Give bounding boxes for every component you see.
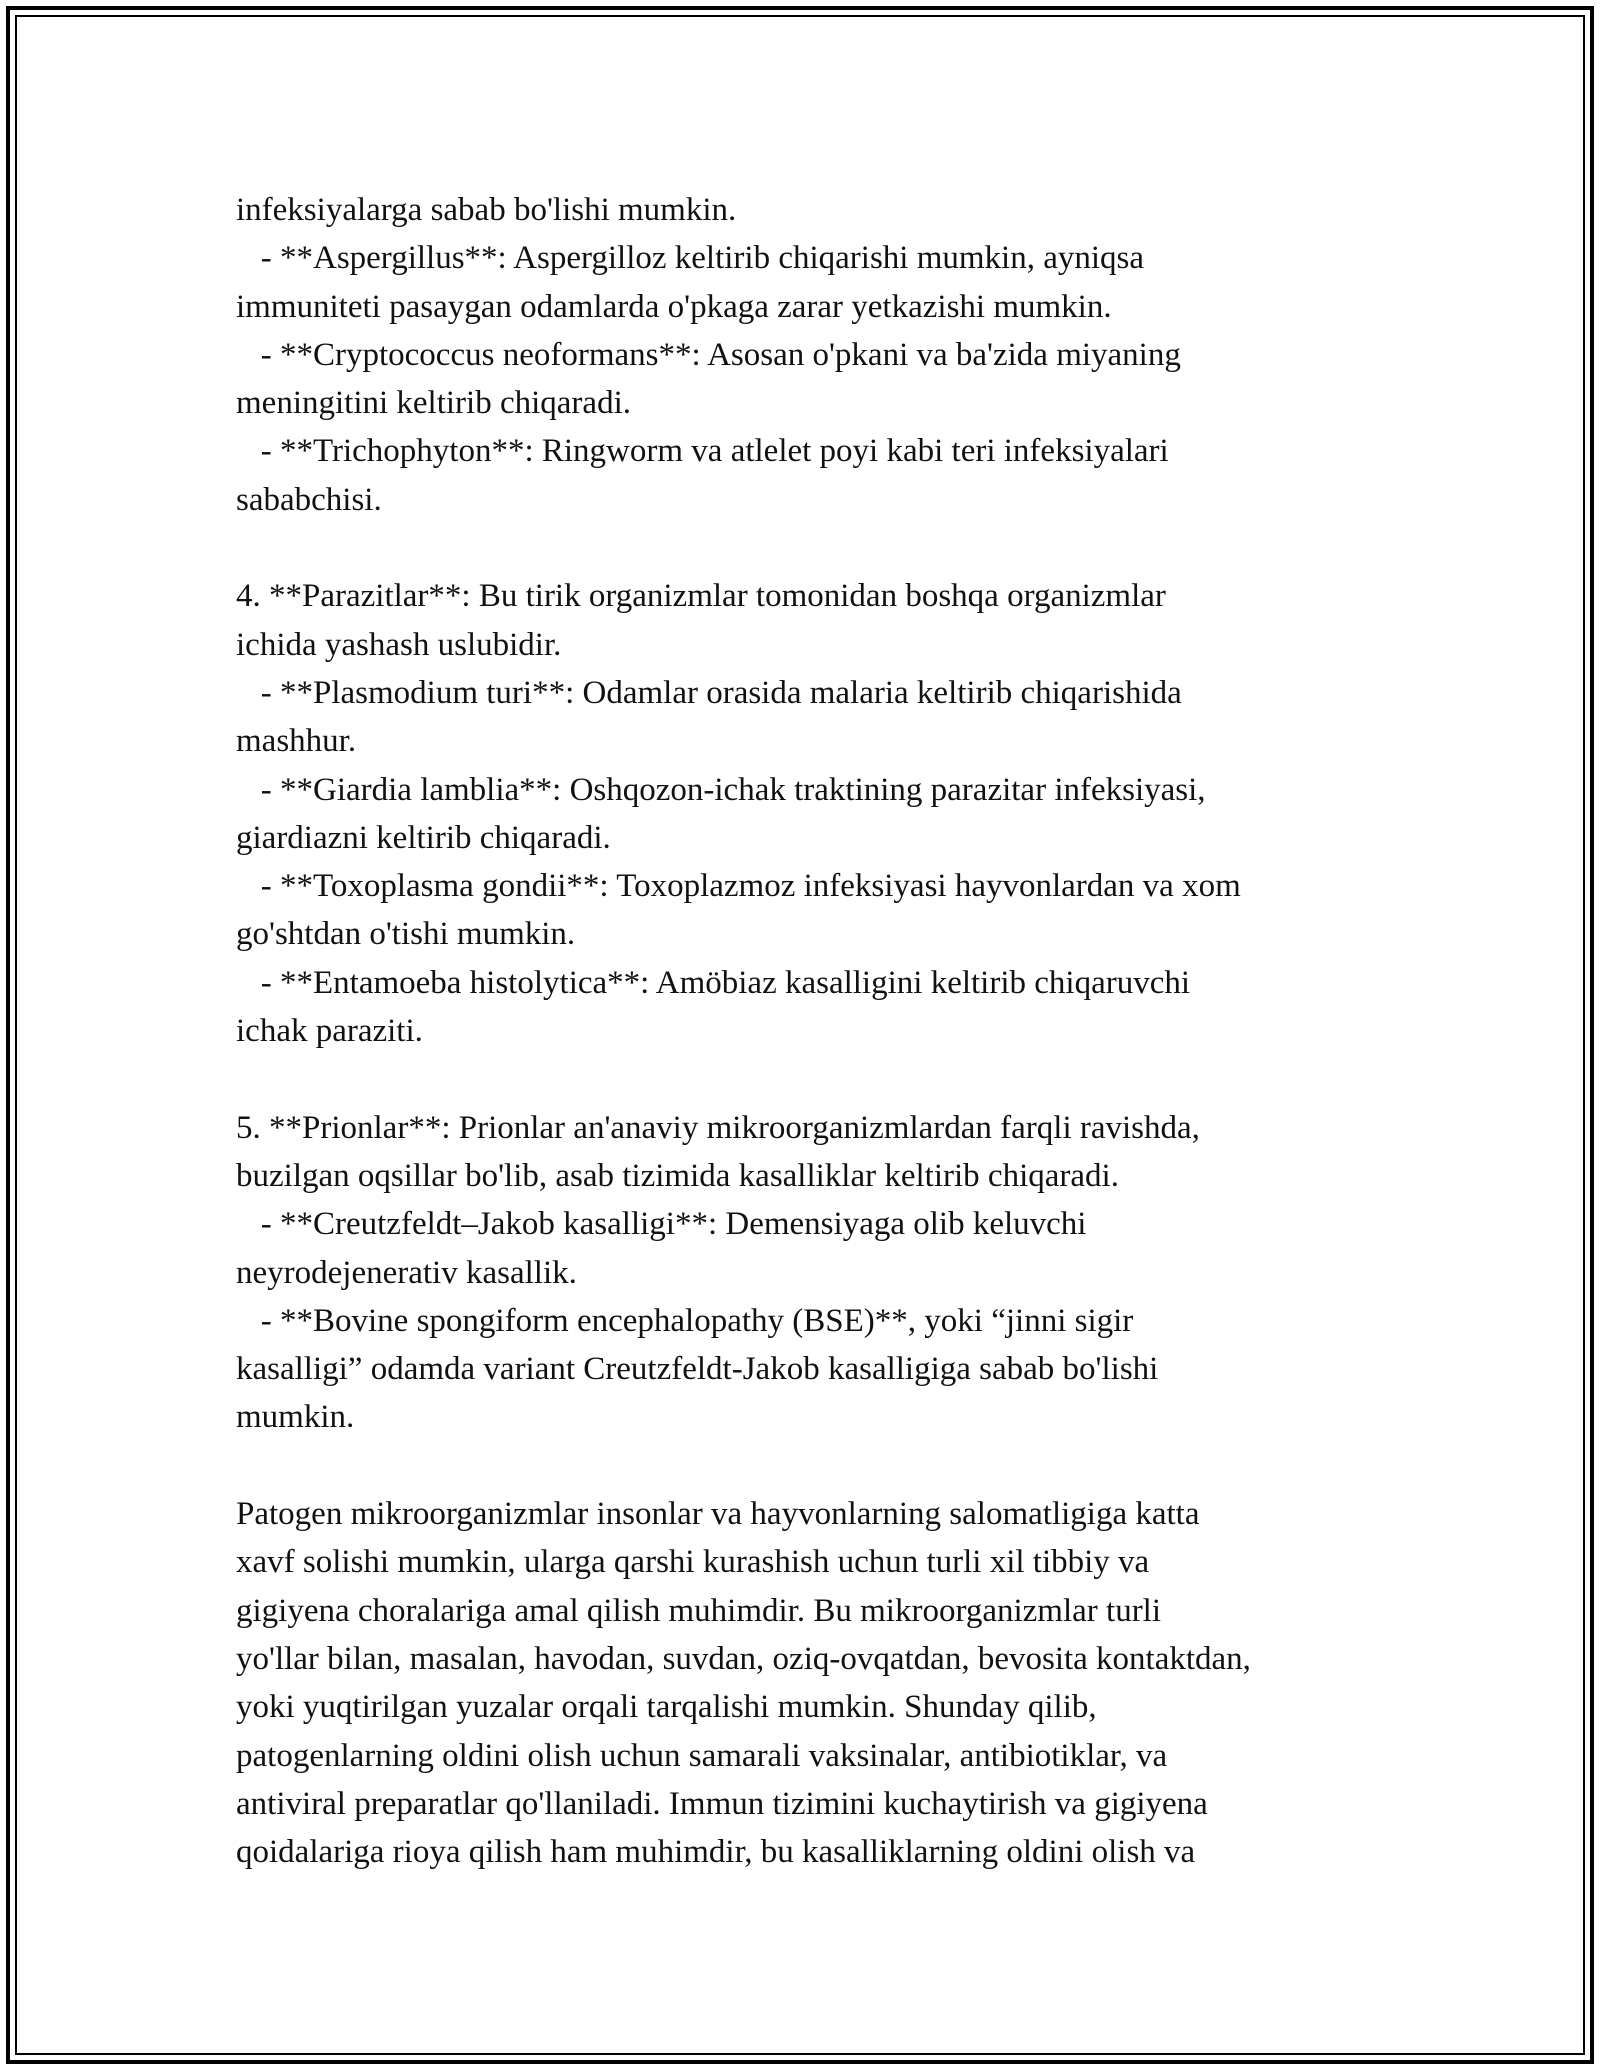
text-line: - **Aspergillus**: Aspergilloz keltirib chiqarishi mumkin, ayniqsa [236, 240, 1145, 277]
text-line: sababchisi. [236, 481, 382, 518]
blank-line [236, 1055, 1396, 1103]
text-line: - **Giardia lamblia**: Oshqozon-ichak traktining parazitar infeksiyasi, [236, 771, 1206, 808]
text-line: - **Entamoeba histolytica**: Amöbiaz kasalligini keltirib chiqaruvchi [236, 964, 1191, 1001]
text-line: yo'llar bilan, masalan, havodan, suvdan, oziq-ovqatdan, bevosita kontaktdan, [236, 1640, 1251, 1677]
text-line: neyrodejenerativ kasallik. [236, 1254, 577, 1291]
text-line: infeksiyalarga sabab bo'lishi mumkin. [236, 192, 737, 228]
text-line: immuniteti pasaygan odamlarda o'pkaga zarar yetkazishi mumkin. [236, 288, 1112, 325]
text-line: qoidalariga rioya qilish ham muhimdir, bu kasalliklarning oldini olish va [236, 1834, 1196, 1871]
text-line: kasalligi” odamda variant Creutzfeldt-Jakob kasalligiga sabab bo'lishi [236, 1351, 1159, 1388]
document-body [236, 186, 1396, 1876]
text-line: - **Bovine spongiform encephalopathy (BSE)**, yoki “jinni sigir [236, 1302, 1134, 1339]
text-line: xavf solishi mumkin, ularga qarshi kurashish uchun turli xil tibbiy va [236, 1544, 1150, 1581]
blank-line [236, 1442, 1396, 1490]
text-line: 4. **Parazitlar**: Bu tirik organizmlar tomonidan boshqa organizmlar [236, 578, 1166, 615]
text-line: 5. **Prionlar**: Prionlar an'anaviy mikroorganizmlardan farqli ravishda, [236, 1109, 1200, 1146]
text-line: Patogen mikroorganizmlar insonlar va hayvonlarning salomatligiga katta [236, 1496, 1200, 1533]
text-line: ichida yashash uslubidir. [236, 626, 562, 663]
text-line: antiviral preparatlar qo'llaniladi. Immun tizimini kuchaytirish va gigiyena [236, 1785, 1208, 1822]
text-line: go'shtdan o'tishi mumkin. [236, 916, 576, 953]
text-line: - **Cryptococcus neoformans**: Asosan o'pkani va ba'zida miyaning [236, 336, 1181, 373]
text-line: mumkin. [236, 1399, 355, 1436]
text-line: patogenlarning oldini olish uchun samarali vaksinalar, antibiotiklar, va [236, 1737, 1168, 1774]
text-line: gigiyena choralariga amal qilish muhimdir. Bu mikroorganizmlar turli [236, 1592, 1162, 1629]
text-line: meningitini keltirib chiqaradi. [236, 385, 631, 422]
text-line: buzilgan oqsillar bo'lib, asab tizimida kasalliklar keltirib chiqaradi. [236, 1157, 1119, 1194]
text-line: - **Toxoplasma gondii**: Toxoplazmoz infeksiyasi hayvonlardan va xom [236, 868, 1241, 905]
text-line: - **Creutzfeldt–Jakob kasalligi**: Demensiyaga olib keluvchi [236, 1206, 1087, 1243]
text-line: mashhur. [236, 723, 357, 760]
text-line: giardiazni keltirib chiqaradi. [236, 819, 611, 856]
text-line: - **Plasmodium turi**: Odamlar orasida malaria keltirib chiqarishida [236, 674, 1182, 711]
blank-line [236, 524, 1396, 572]
text-line: ichak paraziti. [236, 1013, 423, 1050]
text-line: - **Trichophyton**: Ringworm va atlelet poyi kabi teri infeksiyalari [236, 433, 1169, 470]
text-line: yoki yuqtirilgan yuzalar orqali tarqalishi mumkin. Shunday qilib, [236, 1689, 1097, 1726]
